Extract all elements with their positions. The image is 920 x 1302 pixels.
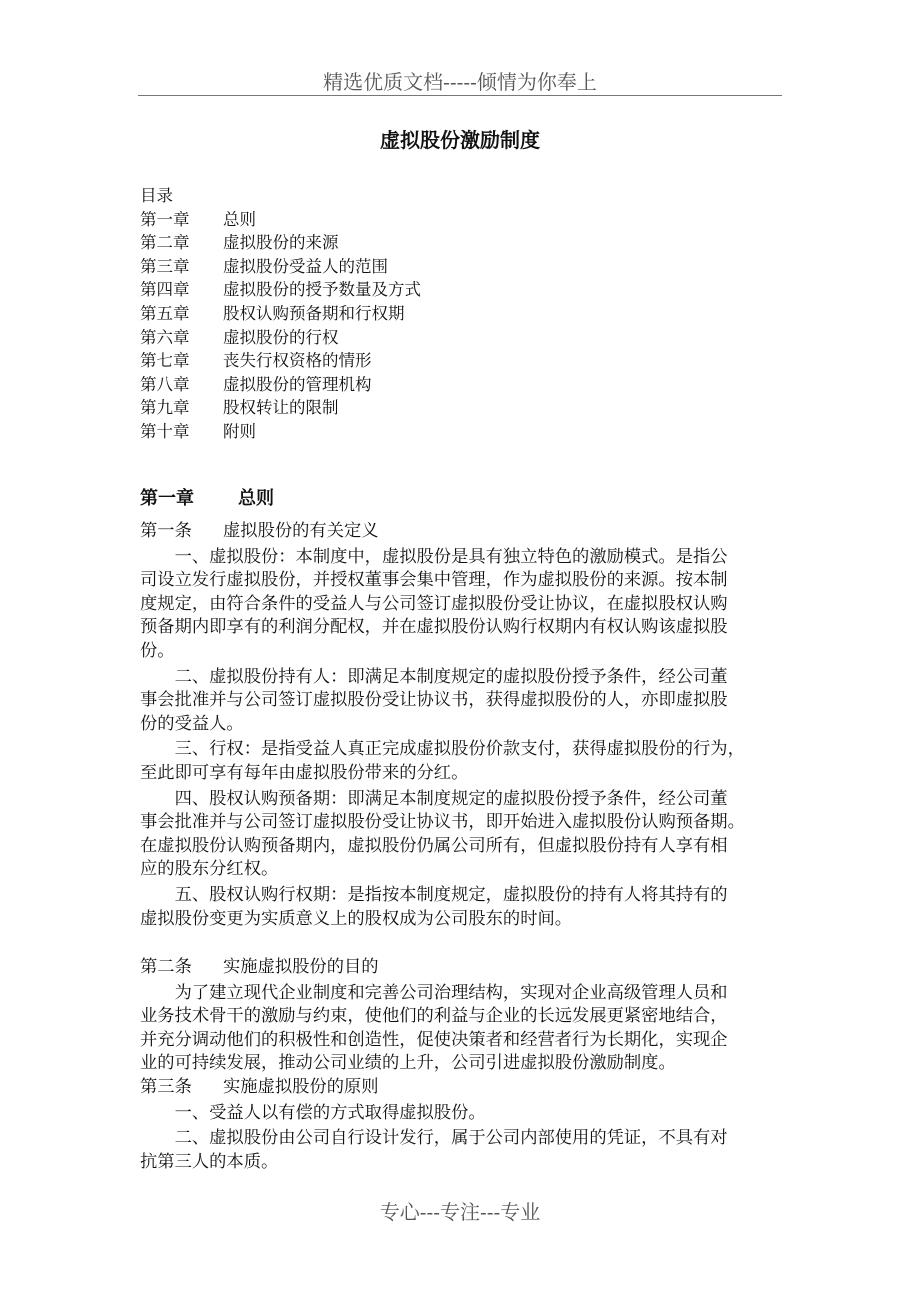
text-line: 二、虚拟股份持有人：即满足本制度规定的虚拟股份授予条件，经公司董 — [140, 666, 728, 687]
toc-item[interactable] — [140, 326, 421, 350]
page-footer: 专心---专注---专业 — [379, 1200, 541, 1224]
toc-item[interactable] — [140, 349, 421, 373]
text-line: 虚拟股份变更为实质意义上的股权成为公司股东的时间。 — [140, 908, 573, 929]
toc-item-title: 总则 — [223, 209, 256, 229]
text-line: 一、虚拟股份：本制度中，虚拟股份是具有独立特色的激励模式。是指公 — [140, 546, 728, 567]
text-line: 事会批准并与公司签订虚拟股份受让协议书，即开始进入虚拟股份认购预备期。 — [140, 812, 745, 833]
toc-item-title: 丧失行权资格的情形 — [223, 351, 372, 371]
document-body — [140, 520, 790, 1174]
text-line: 应的股东分红权。 — [140, 859, 279, 880]
chapter-heading — [140, 484, 274, 510]
chapter-title: 总则 — [238, 488, 274, 509]
paragraph — [140, 546, 790, 664]
toc-item-title: 虚拟股份的行权 — [223, 327, 339, 347]
table-of-contents — [140, 184, 421, 444]
paragraph — [140, 738, 790, 785]
text-line: 并充分调动他们的积极性和创造性，促使决策者和经营者行为长期化，实现企 — [140, 1029, 728, 1050]
text-line: 预备期内即享有的利润分配权，并在虚拟股份认购行权期内有权认购该虚拟股 — [140, 617, 728, 638]
toc-heading: 目录 — [140, 186, 173, 205]
article-title: 实施虚拟股份的目的 — [223, 957, 379, 978]
toc-item-title: 附则 — [223, 421, 256, 441]
text-line: 抗第三人的本质。 — [140, 1151, 279, 1172]
toc-item-title: 虚拟股份受益人的范围 — [223, 256, 388, 276]
toc-item-number: 第七章 — [140, 351, 190, 371]
text-line: 事会批准并与公司签订虚拟股份受让协议书，获得虚拟股份的人，亦即虚拟股 — [140, 690, 728, 711]
paragraph — [140, 982, 790, 1076]
toc-item-number: 第五章 — [140, 303, 190, 323]
toc-item-number: 第三章 — [140, 256, 190, 276]
toc-item-number: 第十章 — [140, 421, 190, 441]
text-line: 在虚拟股份认购预备期内，虚拟股份仍属公司所有，但虚拟股份持有人享有相 — [140, 835, 728, 856]
article-heading — [140, 1076, 790, 1100]
toc-item[interactable] — [140, 278, 421, 302]
article-title: 虚拟股份的有关定义 — [223, 521, 379, 541]
toc-item-title: 虚拟股份的来源 — [223, 233, 339, 253]
toc-item-title: 虚拟股份的管理机构 — [223, 374, 372, 394]
paragraph — [140, 1102, 790, 1126]
text-line: 份。 — [140, 640, 175, 661]
article-number: 第三条 — [140, 1077, 192, 1098]
blank-line — [140, 931, 790, 956]
text-line: 三、行权：是指受益人真正完成虚拟股份价款支付，获得虚拟股份的行为， — [140, 739, 745, 760]
toc-item-title: 虚拟股份的授予数量及方式 — [223, 280, 421, 300]
text-line: 份的受益人。 — [140, 713, 244, 734]
article-number: 第一条 — [140, 521, 192, 541]
toc-item[interactable] — [140, 396, 421, 420]
paragraph — [140, 884, 790, 931]
toc-item[interactable] — [140, 255, 421, 279]
toc-item[interactable] — [140, 231, 421, 255]
toc-item-number: 第二章 — [140, 233, 190, 253]
toc-item-number: 第八章 — [140, 374, 190, 394]
article-heading — [140, 520, 790, 544]
text-line: 度规定，由符合条件的受益人与公司签订虚拟股份受让协议，在虚拟股权认购 — [140, 593, 728, 614]
article-title: 实施虚拟股份的原则 — [223, 1077, 379, 1098]
paragraph — [140, 788, 790, 882]
text-line: 四、股权认购预备期：即满足本制度规定的虚拟股份授予条件，经公司董 — [140, 788, 728, 809]
text-line: 五、股权认购行权期：是指按本制度规定，虚拟股份的持有人将其持有的 — [140, 884, 728, 905]
toc-item-number: 第一章 — [140, 209, 190, 229]
toc-item[interactable] — [140, 208, 421, 232]
text-line: 二、虚拟股份由公司自行设计发行，属于公司内部使用的凭证，不具有对 — [140, 1128, 728, 1149]
toc-item[interactable] — [140, 302, 421, 326]
text-line: 一、受益人以有偿的方式取得虚拟股份。 — [140, 1102, 486, 1123]
article-number: 第二条 — [140, 957, 192, 978]
page-header: 精选优质文档-----倾情为你奉上 — [323, 70, 597, 94]
toc-item-title: 股权转让的限制 — [223, 398, 339, 418]
header-divider — [138, 95, 782, 96]
article-heading — [140, 956, 790, 980]
paragraph — [140, 666, 790, 737]
text-line: 为了建立现代企业制度和完善公司治理结构，实现对企业高级管理人员和 — [140, 982, 728, 1003]
toc-item-number: 第六章 — [140, 327, 190, 347]
toc-item-number: 第九章 — [140, 398, 190, 418]
text-line: 业的可持续发展，推动公司业绩的上升，公司引进虚拟股份激励制度。 — [140, 1053, 676, 1074]
document-title: 虚拟股份激励制度 — [380, 128, 540, 152]
text-line: 司设立发行虚拟股份，并授权董事会集中管理，作为虚拟股份的来源。按本制 — [140, 570, 728, 591]
toc-item-number: 第四章 — [140, 280, 190, 300]
paragraph — [140, 1127, 790, 1174]
text-line: 至此即可享有每年由虚拟股份带来的分红。 — [140, 762, 469, 783]
toc-item-title: 股权认购预备期和行权期 — [223, 303, 405, 323]
chapter-number: 第一章 — [140, 488, 194, 509]
toc-item[interactable] — [140, 420, 421, 444]
toc-item[interactable] — [140, 373, 421, 397]
text-line: 业务技术骨干的激励与约束，使他们的利益与企业的长远发展更紧密地结合， — [140, 1006, 728, 1027]
